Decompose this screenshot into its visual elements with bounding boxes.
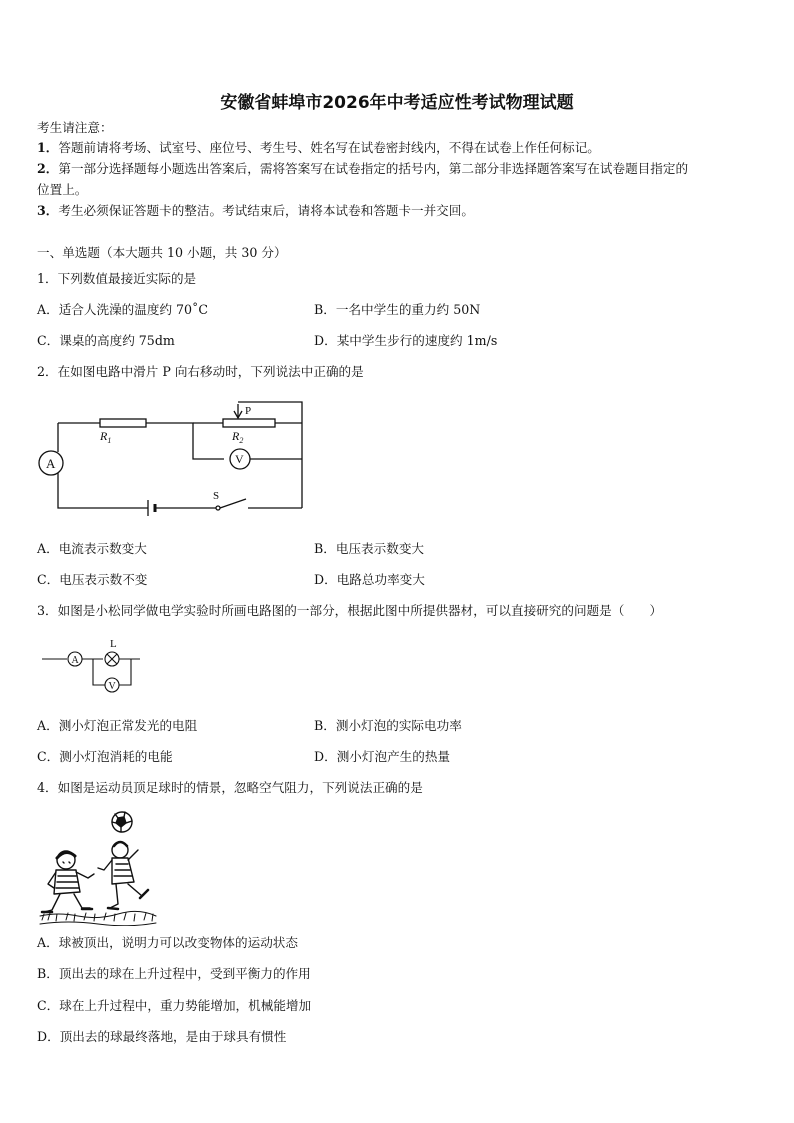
soccer-ball-icon <box>112 812 132 832</box>
voltmeter-label: V <box>108 681 116 692</box>
question-3-option-b: B．测小灯泡的实际电功率 <box>314 718 462 733</box>
section-heading: 一、单选题（本大题共 10 小题，共 30 分） <box>37 245 287 260</box>
switch-contact <box>216 506 220 510</box>
question-3-option-d: D．测小灯泡产生的热量 <box>314 749 451 764</box>
left-player-figure <box>42 851 94 912</box>
notice-item-2-text: 第一部分选择题每小题选出答案后，需将答案写在试卷指定的括号内，第二部分非选择题答案写在试卷题目指定的 <box>58 161 689 176</box>
wire <box>58 473 148 508</box>
ammeter-label: A <box>46 456 56 471</box>
resistor-r1 <box>100 419 146 427</box>
question-3-option-c: C．测小灯泡消耗的电能 <box>37 749 173 764</box>
question-2-stem: 2．在如图电路中滑片 P 向右移动时，下列说法中正确的是 <box>37 364 364 379</box>
p-label: P <box>245 405 252 417</box>
notice-item-1-text: 答题前请将考场、试室号、座位号、考生号、姓名写在试卷密封线内，不得在试卷上作任何标记。 <box>58 140 600 155</box>
question-2-option-a: A．电流表示数变大 <box>37 541 147 556</box>
question-3-option-a: A．测小灯泡正常发光的电阻 <box>37 718 198 733</box>
r2-label: $R_2$ <box>232 429 244 445</box>
notice-heading: 考生请注意： <box>37 120 113 135</box>
wire <box>238 402 302 508</box>
question-1-stem: 1．下列数值最接近实际的是 <box>37 271 197 286</box>
r1-label: $R_1$ <box>100 429 112 445</box>
notice-item-2-cont: 位置上。 <box>37 182 88 197</box>
question-4-option-d: D．顶出去的球最终落地，是由于球具有惯性 <box>37 1029 287 1044</box>
question-4-soccer-illustration <box>38 808 163 926</box>
question-4-option-b: B．顶出去的球在上升过程中，受到平衡力的作用 <box>37 966 311 981</box>
question-1-option-a: A．适合人洗澡的温度约 70˚C <box>37 302 208 317</box>
grass-ground <box>40 911 156 925</box>
question-2-option-c: C．电压表示数不变 <box>37 572 148 587</box>
wire <box>146 423 224 459</box>
notice-item-2 <box>37 163 688 176</box>
question-3-stem: 3．如图是小松同学做电学实验时所画电路图的一部分，根据此图中所提供器材，可以直接研究的问题是（ ） <box>37 603 663 618</box>
lamp-label: L <box>110 638 117 650</box>
lamp-cross <box>107 654 117 664</box>
question-2-option-d: D．电路总功率变大 <box>314 572 425 587</box>
notice-item-3 <box>37 205 474 218</box>
question-3-circuit-diagram <box>40 637 150 699</box>
switch-blade <box>220 499 246 508</box>
question-2-option-b: B．电压表示数变大 <box>314 541 425 556</box>
question-4-stem: 4．如图是运动员顶足球时的情景，忽略空气阻力，下列说法正确的是 <box>37 780 423 795</box>
notice-item-3-number: 3． <box>37 203 59 218</box>
question-1-option-d: D．某中学生步行的速度约 1m/s <box>314 333 498 348</box>
notice-item-1 <box>37 142 600 155</box>
right-player-figure <box>98 842 148 909</box>
rheostat-r2 <box>223 419 275 427</box>
question-2-circuit-diagram <box>30 396 320 526</box>
wire <box>119 659 131 685</box>
question-4-option-c: C．球在上升过程中，重力势能增加，机械能增加 <box>37 998 312 1013</box>
page-title: 安徽省蚌埠市2026年中考适应性考试物理试题 <box>220 93 574 113</box>
question-1-option-c: C．课桌的高度约 75dm <box>37 333 175 348</box>
question-4-option-a: A．球被顶出，说明力可以改变物体的运动状态 <box>37 935 298 950</box>
switch-label: S <box>213 490 220 502</box>
notice-item-1-number: 1． <box>37 140 59 155</box>
wire <box>93 659 105 685</box>
notice-item-2-number: 2． <box>37 161 59 176</box>
notice-item-3-text: 考生必须保证答题卡的整洁。考试结束后，请将本试卷和答题卡一并交回。 <box>58 203 474 218</box>
voltmeter-label: V <box>235 452 244 466</box>
question-1-option-b: B．一名中学生的重力约 50N <box>314 302 481 317</box>
ammeter-label: A <box>71 655 79 666</box>
